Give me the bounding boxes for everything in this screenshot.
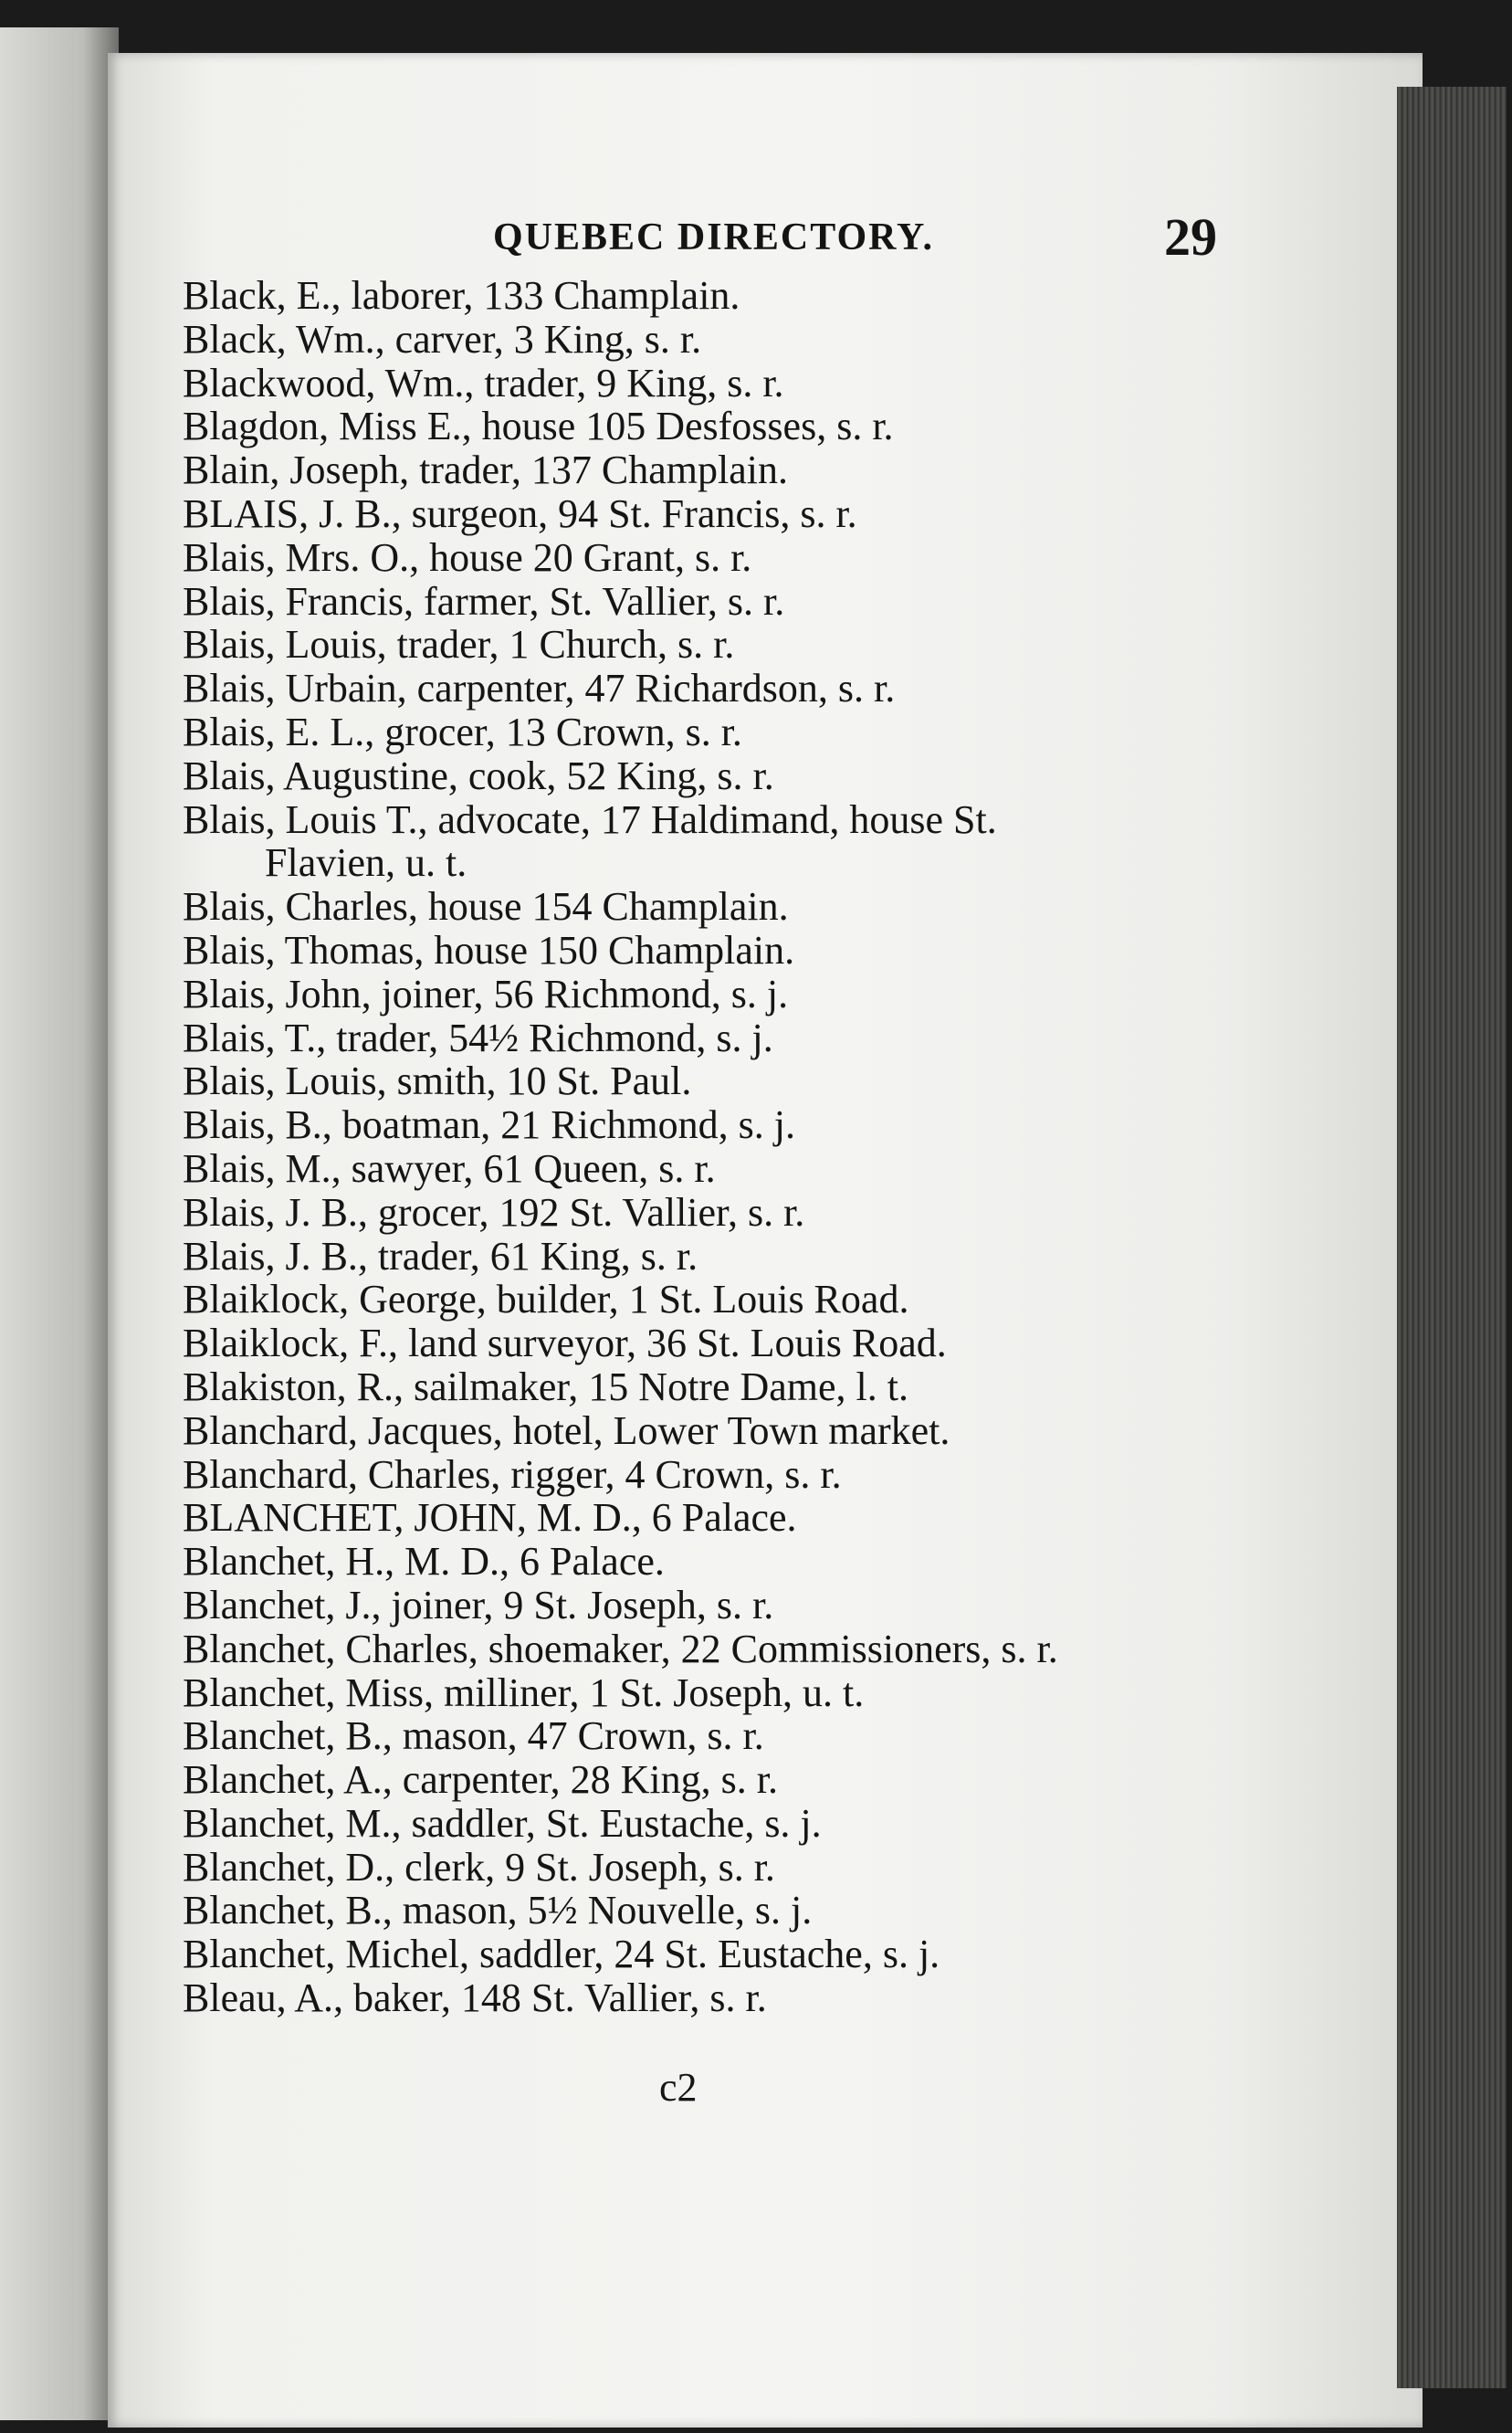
directory-entry-continuation: Flavien, u. t. (265, 840, 467, 886)
directory-entry: BLAIS, J. B., surgeon, 94 St. Francis, s. r. (183, 490, 857, 536)
directory-entry: Blais, B., boatman, 21 Richmond, s. j. (183, 1102, 795, 1148)
directory-entry: Blanchard, Charles, rigger, 4 Crown, s. r. (183, 1451, 842, 1497)
directory-entry: Blais, J. B., grocer, 192 St. Vallier, s. r. (183, 1189, 805, 1235)
directory-entry: Blagdon, Miss E., house 105 Desfosses, s. r. (183, 404, 894, 449)
directory-entry: Blais, J. B., trader, 61 King, s. r. (183, 1233, 698, 1279)
directory-entry: Blais, E. L., grocer, 13 Crown, s. r. (183, 709, 742, 754)
directory-entry: Blanchet, D., clerk, 9 St. Joseph, s. r. (183, 1844, 775, 1890)
previous-page-edge (0, 27, 119, 2420)
directory-entry: Blanchet, Michel, saddler, 24 St. Eustache, s. j. (183, 1932, 940, 1977)
signature-mark: c2 (659, 2065, 698, 2110)
directory-entry: Blais, Mrs. O., house 20 Grant, s. r. (183, 534, 752, 580)
directory-entry: Blanchet, B., mason, 47 Crown, s. r. (183, 1713, 764, 1759)
directory-entry: Bleau, A., baker, 148 St. Vallier, s. r. (183, 1975, 767, 2021)
directory-entry: Blanchet, J., joiner, 9 St. Joseph, s. r. (183, 1582, 774, 1627)
directory-entry: Blanchet, Miss, milliner, 1 St. Joseph, u. t. (183, 1669, 865, 1715)
directory-entry: Blais, Thomas, house 150 Champlain. (183, 927, 795, 973)
directory-entry: Black, E., laborer, 133 Champlain. (183, 273, 740, 318)
directory-entry: Blanchet, M., saddler, St. Eustache, s. j. (183, 1800, 822, 1846)
page-header (183, 206, 1233, 279)
directory-entry: Blais, Augustine, cook, 52 King, s. r. (183, 753, 774, 798)
directory-entry: Blais, Louis, trader, 1 Church, s. r. (183, 622, 735, 668)
directory-entry: Blanchet, B., mason, 5½ Nouvelle, s. j. (183, 1888, 813, 1933)
directory-entry: Blais, Francis, farmer, St. Vallier, s. r. (183, 578, 785, 624)
directory-entry: Blain, Joseph, trader, 137 Champlain. (183, 448, 789, 493)
directory-entry: Blais, M., sawyer, 61 Queen, s. r. (183, 1145, 716, 1191)
directory-entry: Blackwood, Wm., trader, 9 King, s. r. (183, 360, 784, 406)
directory-entry: Blanchard, Jacques, hotel, Lower Town market. (183, 1407, 950, 1453)
page-number: 29 (1164, 207, 1217, 267)
directory-entry: Blaiklock, George, builder, 1 St. Louis Road. (183, 1277, 909, 1322)
page-stack-edge (1397, 87, 1507, 2388)
directory-entry: Blanchet, H., M. D., 6 Palace. (183, 1539, 665, 1585)
directory-entries (183, 274, 1233, 2020)
directory-entry: Blanchet, A., carpenter, 28 King, s. r. (183, 1757, 778, 1803)
directory-entry: Black, Wm., carver, 3 King, s. r. (183, 316, 702, 362)
directory-entry: Blaiklock, F., land surveyor, 36 St. Louis Road. (183, 1321, 947, 1366)
directory-entry: Blais, Louis, smith, 10 St. Paul. (183, 1059, 692, 1104)
running-title: QUEBEC DIRECTORY. (493, 216, 934, 258)
directory-entry: Blais, Louis T., advocate, 17 Haldimand, house St. (183, 796, 997, 842)
directory-entry: Blais, John, joiner, 56 Richmond, s. j. (183, 971, 789, 1016)
directory-entry: Blanchet, Charles, shoemaker, 22 Commissioners, s. r. (183, 1626, 1058, 1671)
directory-entry: Blais, T., trader, 54½ Richmond, s. j. (183, 1015, 773, 1060)
directory-entry: Blais, Urbain, carpenter, 47 Richardson, s. r. (183, 666, 896, 711)
directory-entry: Blakiston, R., sailmaker, 15 Notre Dame, l. t. (183, 1364, 908, 1409)
directory-entry: Blais, Charles, house 154 Champlain. (183, 884, 789, 930)
directory-entry: BLANCHET, JOHN, M. D., 6 Palace. (183, 1495, 797, 1541)
